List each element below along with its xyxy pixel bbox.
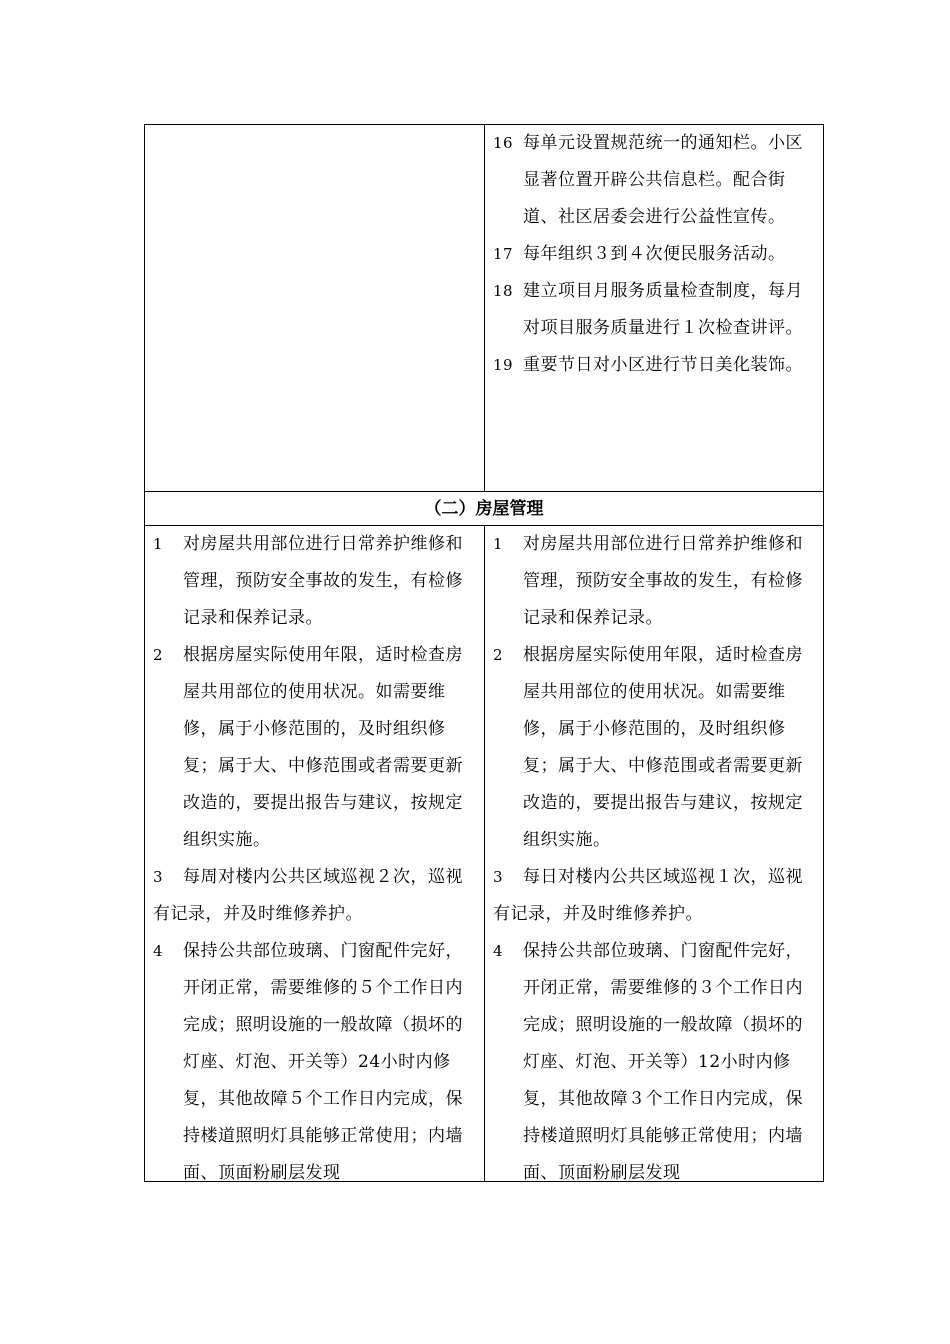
list-item bbox=[153, 526, 470, 637]
table-row-continued bbox=[145, 125, 823, 492]
list-item bbox=[493, 933, 811, 1181]
item-number: 2 bbox=[153, 646, 164, 664]
standards-table bbox=[144, 124, 824, 1182]
section-title: （二）房屋管理 bbox=[424, 499, 544, 519]
item-number: 2 bbox=[493, 646, 504, 664]
item-text: 重要节日对小区进行节日美化装饰。 bbox=[523, 355, 803, 375]
list-item bbox=[493, 526, 811, 637]
right-column-cell bbox=[485, 526, 823, 1181]
item-number: 19 bbox=[493, 356, 514, 374]
list-item bbox=[493, 637, 811, 859]
list-item bbox=[153, 859, 470, 933]
item-number: 17 bbox=[493, 245, 514, 263]
item-text: 根据房屋实际使用年限，适时检查房屋共用部位的使用状况。如需要维修，属于小修范围的，及时组织修复；属于大、中修范围或者需要更新改造的，要提出报告与建议，按规定组织实施。 bbox=[183, 645, 463, 850]
item-text: 对房屋共用部位进行日常养护维修和管理，预防安全事故的发生，有检修记录和保养记录。 bbox=[523, 534, 803, 628]
item-text: 每年组织３到４次便民服务活动。 bbox=[523, 244, 786, 264]
item-number: 4 bbox=[153, 942, 164, 960]
list-item bbox=[153, 933, 470, 1181]
item-text: 每日对楼内公共区域巡视１次，巡视有记录，并及时维修养护。 bbox=[493, 867, 803, 924]
item-text: 保持公共部位玻璃、门窗配件完好，开闭正常，需要维修的３个工作日内完成；照明设施的一般故障（损坏的灯座、灯泡、开关等）12小时内修复，其他故障３个工作日内完成，保持楼道照明灯具能够正常使用；内墙面、顶面粉刷层发现 bbox=[523, 941, 803, 1181]
list-item bbox=[493, 859, 811, 933]
item-text: 根据房屋实际使用年限，适时检查房屋共用部位的使用状况。如需要维修，属于小修范围的，及时组织修复；属于大、中修范围或者需要更新改造的，要提出报告与建议，按规定组织实施。 bbox=[523, 645, 803, 850]
list-item bbox=[153, 637, 470, 859]
list-item bbox=[493, 347, 811, 384]
list-item bbox=[493, 125, 811, 236]
item-number: 18 bbox=[493, 282, 514, 300]
item-number: 1 bbox=[493, 535, 504, 553]
section-heading-row bbox=[145, 492, 823, 526]
right-column-cell bbox=[485, 125, 823, 491]
item-number: 16 bbox=[493, 134, 514, 152]
item-number: 1 bbox=[153, 535, 164, 553]
item-text: 建立项目月服务质量检查制度，每月对项目服务质量进行１次检查讲评。 bbox=[523, 281, 803, 338]
item-text: 每单元设置规范统一的通知栏。小区显著位置开辟公共信息栏。配合街道、社区居委会进行公益性宣传。 bbox=[523, 133, 803, 227]
item-number: 3 bbox=[493, 868, 504, 886]
table-row-housing bbox=[145, 526, 823, 1181]
item-text: 对房屋共用部位进行日常养护维修和管理，预防安全事故的发生，有检修记录和保养记录。 bbox=[183, 534, 463, 628]
list-item bbox=[493, 236, 811, 273]
left-column-cell bbox=[145, 526, 485, 1181]
item-text: 保持公共部位玻璃、门窗配件完好，开闭正常，需要维修的５个工作日内完成；照明设施的一般故障（损坏的灯座、灯泡、开关等）24小时内修复，其他故障５个工作日内完成，保持楼道照明灯具能够正常使用；内墙面、顶面粉刷层发现 bbox=[183, 941, 463, 1181]
item-number: 4 bbox=[493, 942, 504, 960]
list-item bbox=[493, 273, 811, 347]
left-column-empty-cell bbox=[145, 125, 485, 491]
item-text: 每周对楼内公共区域巡视２次，巡视有记录，并及时维修养护。 bbox=[153, 867, 463, 924]
item-number: 3 bbox=[153, 868, 164, 886]
